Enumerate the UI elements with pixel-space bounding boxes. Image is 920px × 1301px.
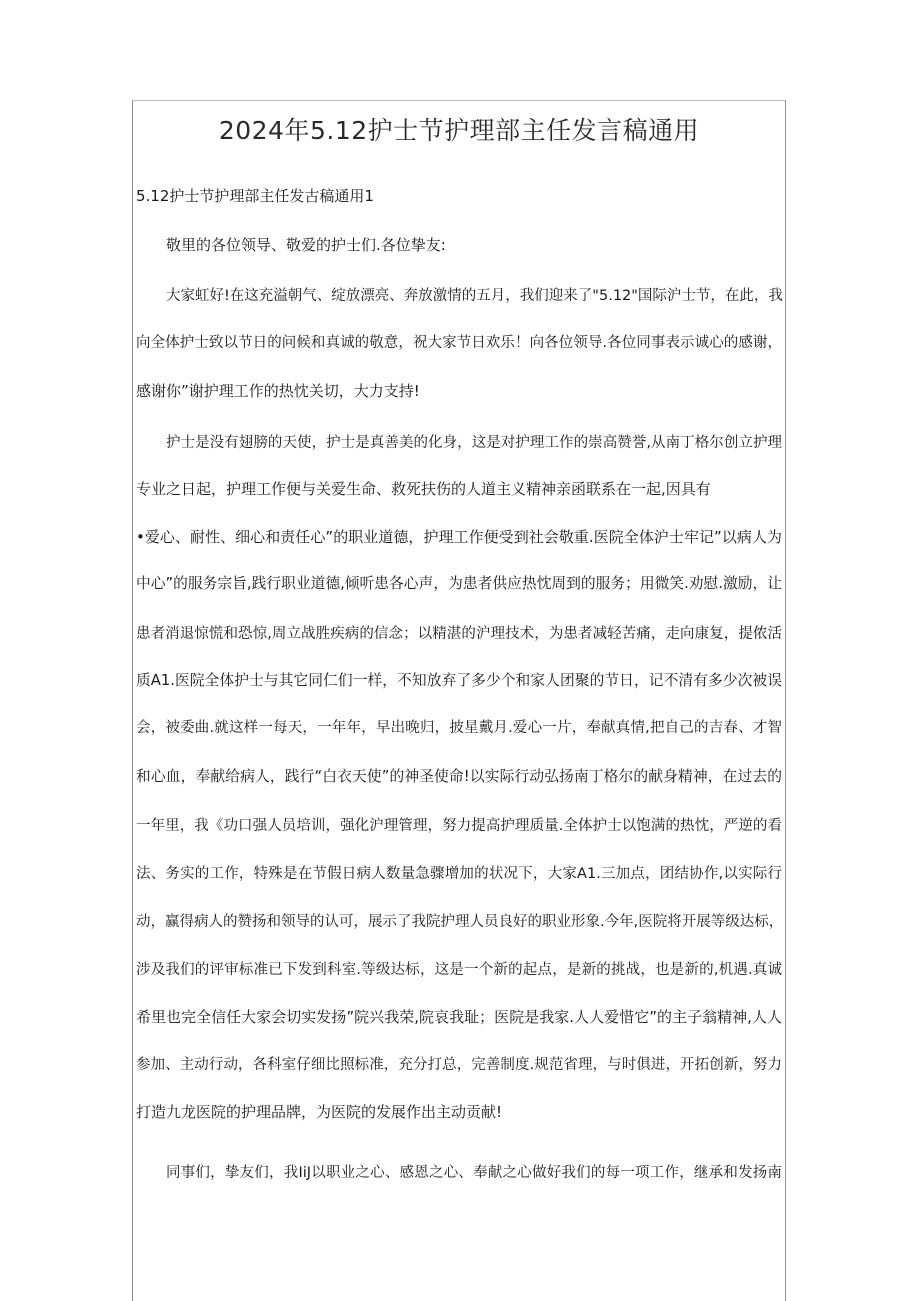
document-subtitle: 5.12护士节护理部主任发古稿通用1 [136, 187, 374, 205]
paragraph-line: 法、务实的工作，特殊是在节假日病人数量急骤增加的状况下，大家A1.三加点，团结协作,以实际行 [136, 866, 782, 882]
paragraph-line: 专业之日起，护理工作便与关爱生命、救死扶伤的人道主义精神亲函联系在一起,因具有 [136, 480, 711, 498]
salutation: 敬里的各位领导、敬爱的护士们.各位挚友: [166, 236, 446, 254]
paragraph-line: 中心”的服务宗旨,践行职业道德,倾听患各心声，为患者供应热忱周到的服务；用微笑.劝慰.激励，让 [136, 575, 782, 592]
paragraph-line: 参加、主动行动，各科室仔细比照标准，充分打总，完善制度.规范省理，与时俱进，开拓创新，努力 [136, 1057, 782, 1073]
document-title: 2024年5.12护士节护理部主任发言稿通用 [218, 116, 700, 145]
paragraph-line: 同事们，挚友们，我IiJ以职业之心、感恩之心、奉献之心做好我们的每一项工作，继承和发扬南 [166, 1165, 782, 1181]
paragraph-line: 和心血，奉献给病人，践行“白衣天使”的神圣使命!以实际行动弘扬南丁格尔的献身精神，在过去的 [136, 768, 782, 785]
paragraph-line: 大家虹好!在这充溢朝气、绽放漂亮、奔放激情的五月，我们迎来了"5.12"国际沪士节，在此，我 [166, 288, 783, 304]
paragraph-line: 打造九龙医院的护理品牌，为医院的发展作出主动贡献! [136, 1103, 503, 1121]
paragraph-line: •爱心、耐性、细心和责任心”的职业道德，护理工作便受到社会敬重.医院全体沪士牢记”以病人为 [136, 528, 782, 546]
paragraph-line: 会，被委曲.就这样一每天，一年年，早出晚归，披星戴月.爱心一片，奉献真情,把自己的吉春、才智 [136, 720, 782, 736]
paragraph-line: 感谢你”谢护理工作的热忱关切，大力支持! [136, 382, 420, 400]
paragraph-line: 质A1.医院全体护士与其它同仁们一样，不知放弃了多少个和家人团聚的节日，记不清有多少次被误 [136, 672, 782, 689]
paragraph-line: 向全体护士致以节日的问候和真诚的敬意，祝大家节日欢乐！向各位领导.各位同事表示诚心的感谢， [136, 335, 782, 351]
paragraph-line: 护士是没有翅膀的天使，护士是真善美的化身，这是对护理工作的崇高赞誉,从南丁格尔创立护理 [166, 435, 782, 451]
paragraph-line: 涉及我们的评审标准已下发到科室.等级达标，这是一个新的起点，是新的挑战，也是新的,机遇.真诚 [136, 962, 782, 978]
paragraph-line: 希里也完全信任大家会切实发扬”院兴我荣,院哀我耻；医院是我家.人人爱惜它”的主子翁精神,人人 [136, 1008, 782, 1026]
paragraph-line: 一年里，我《功口强人员培训，强化沪理管理，努力提高护理质量.全体护士以饱满的热忱，严逆的看 [136, 818, 782, 834]
paragraph-line: 患者消退惊慌和恐惊,周立战胜疾病的信念；以精湛的沪理技术，为患者减轻苦痛，走向康复，提侬活 [136, 626, 782, 642]
paragraph-line: 动，赢得病人的赞扬和领导的认可，展示了我院护理人员良好的职业形象.今年,医院将开展等级达标， [136, 914, 784, 930]
